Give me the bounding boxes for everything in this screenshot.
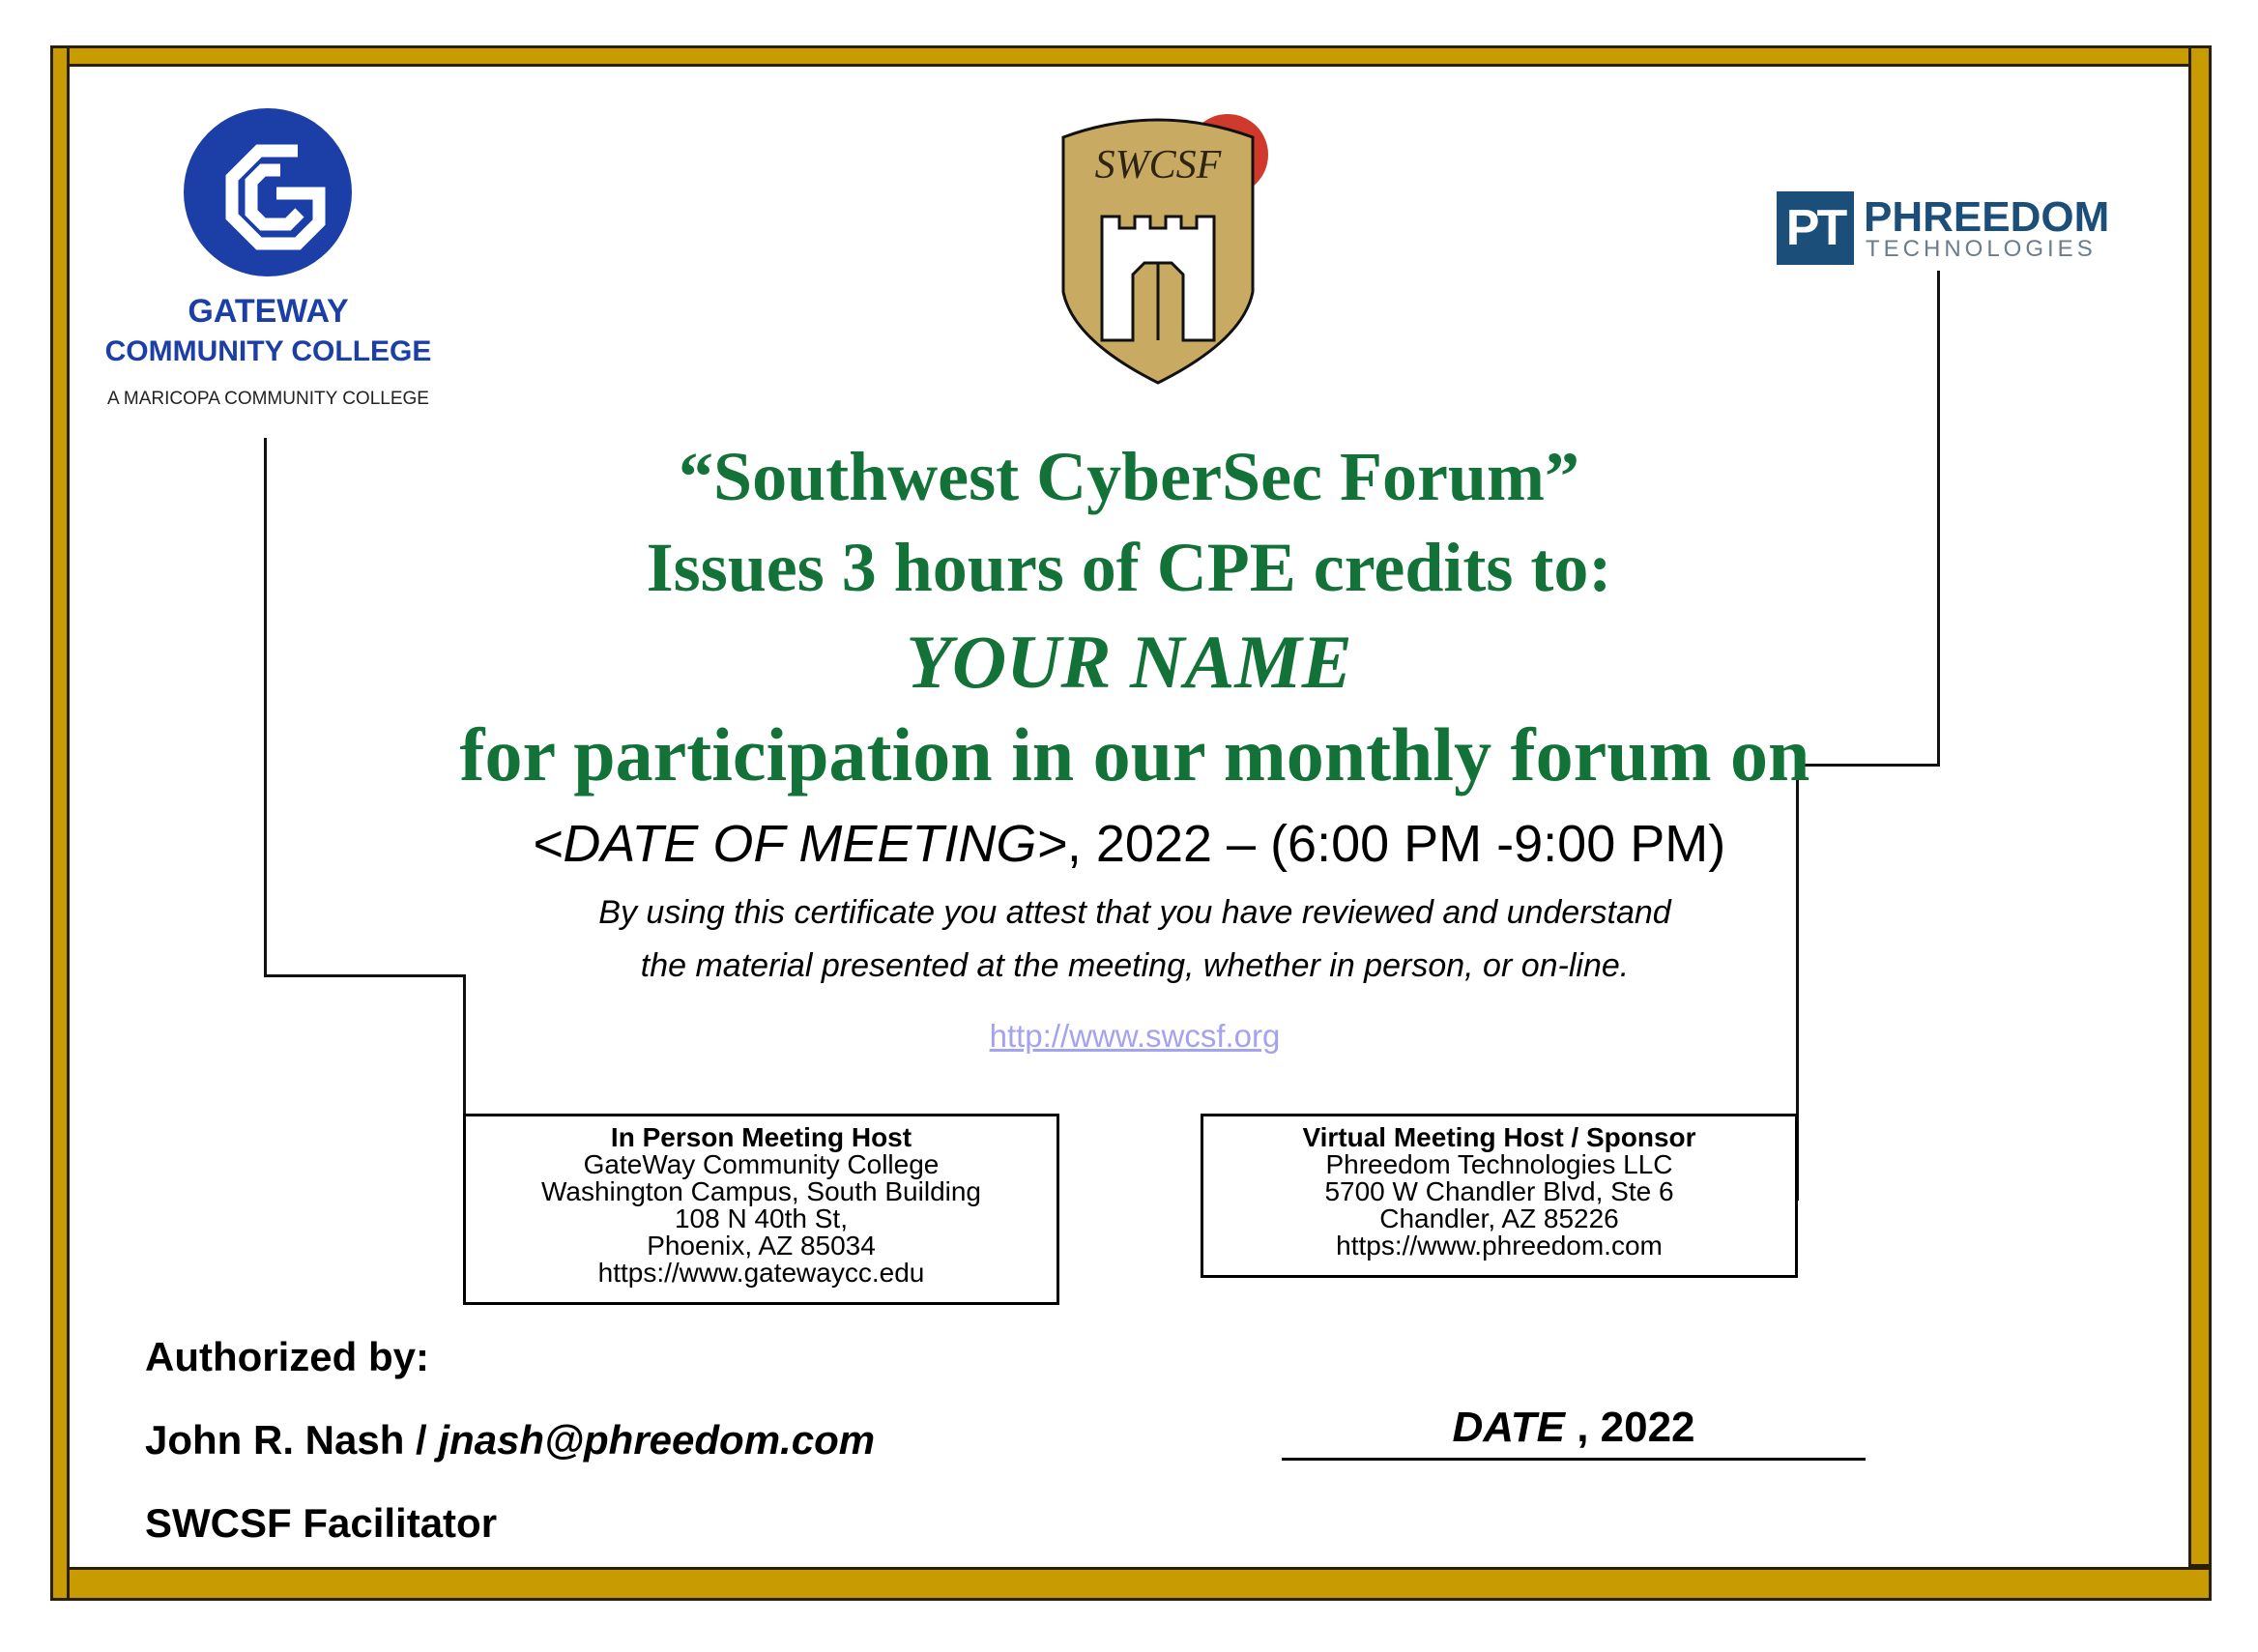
- gateway-emblem-icon: [184, 108, 352, 276]
- swcsf-crest-logo: [1042, 108, 1274, 389]
- certificate-title: “Southwest CyberSec Forum”: [679, 438, 1579, 515]
- frame-bottom: [50, 1567, 2212, 1601]
- authorizer-role: SWCSF Facilitator: [145, 1500, 498, 1546]
- in-person-host-campus: Washington Campus, South Building: [541, 1176, 981, 1206]
- frame-top: [53, 45, 2208, 67]
- in-person-host-city: Phoenix, AZ 85034: [647, 1231, 876, 1261]
- frame-right: [2188, 45, 2212, 1567]
- signature-date-year: , 2022: [1564, 1404, 1695, 1451]
- meeting-date-time: , 2022 – (6:00 PM -9:00 PM): [1066, 815, 1726, 873]
- virtual-host-url: https://www.phreedom.com: [1336, 1231, 1663, 1261]
- gateway-name-line2: COMMUNITY COLLEGE: [104, 335, 432, 367]
- in-person-host-org: GateWay Community College: [583, 1149, 940, 1179]
- virtual-host-org: Phreedom Technologies LLC: [1325, 1149, 1673, 1179]
- meeting-date-line: [0, 814, 2258, 874]
- signature-date: [1282, 1404, 1866, 1452]
- swcsf-website-link[interactable]: http://www.swcsf.org: [989, 1018, 1281, 1054]
- credits-line: Issues 3 hours of CPE credits to:: [646, 529, 1612, 606]
- attestation-line-1: By using this certificate you attest that you have reviewed and understand: [598, 894, 1671, 931]
- authorizer-line: [145, 1417, 875, 1464]
- virtual-host-box: [1201, 1114, 1798, 1278]
- virtual-host-street: 5700 W Chandler Blvd, Ste 6: [1324, 1176, 1674, 1206]
- signature-date-word: DATE: [1452, 1404, 1565, 1451]
- virtual-host-city: Chandler, AZ 85226: [1379, 1203, 1619, 1233]
- phreedom-subtitle: TECHNOLOGIES: [1866, 236, 2097, 262]
- in-person-host-heading: In Person Meeting Host: [610, 1122, 912, 1152]
- in-person-host-url: https://www.gatewaycc.edu: [597, 1258, 925, 1288]
- phreedom-name: PHREEDOM: [1864, 193, 2110, 241]
- attestation-line-2: the material presented at the meeting, whether in person, or on-line.: [640, 947, 1630, 984]
- swcsf-crest-text: SWCSF: [1094, 143, 1222, 188]
- participation-line: for participation in our monthly forum on: [459, 712, 1810, 797]
- phreedom-mark: PT: [1777, 191, 1854, 265]
- in-person-host-street: 108 N 40th St,: [674, 1203, 848, 1233]
- authorized-by-label: Authorized by:: [145, 1334, 429, 1379]
- signature-date-underline: [1282, 1458, 1866, 1461]
- meeting-date-placeholder: <DATE OF MEETING>: [532, 815, 1067, 873]
- virtual-host-heading: Virtual Meeting Host / Sponsor: [1302, 1122, 1696, 1152]
- in-person-host-box: [463, 1114, 1059, 1305]
- recipient-name: YOUR NAME: [906, 620, 1352, 704]
- authorizer-email: jnash@phreedom.com: [438, 1417, 876, 1463]
- authorizer-name: John R. Nash /: [145, 1417, 439, 1463]
- gateway-tagline: A MARICOPA COMMUNITY COLLEGE: [107, 389, 429, 409]
- gateway-name-line1: GATEWAY: [188, 293, 349, 330]
